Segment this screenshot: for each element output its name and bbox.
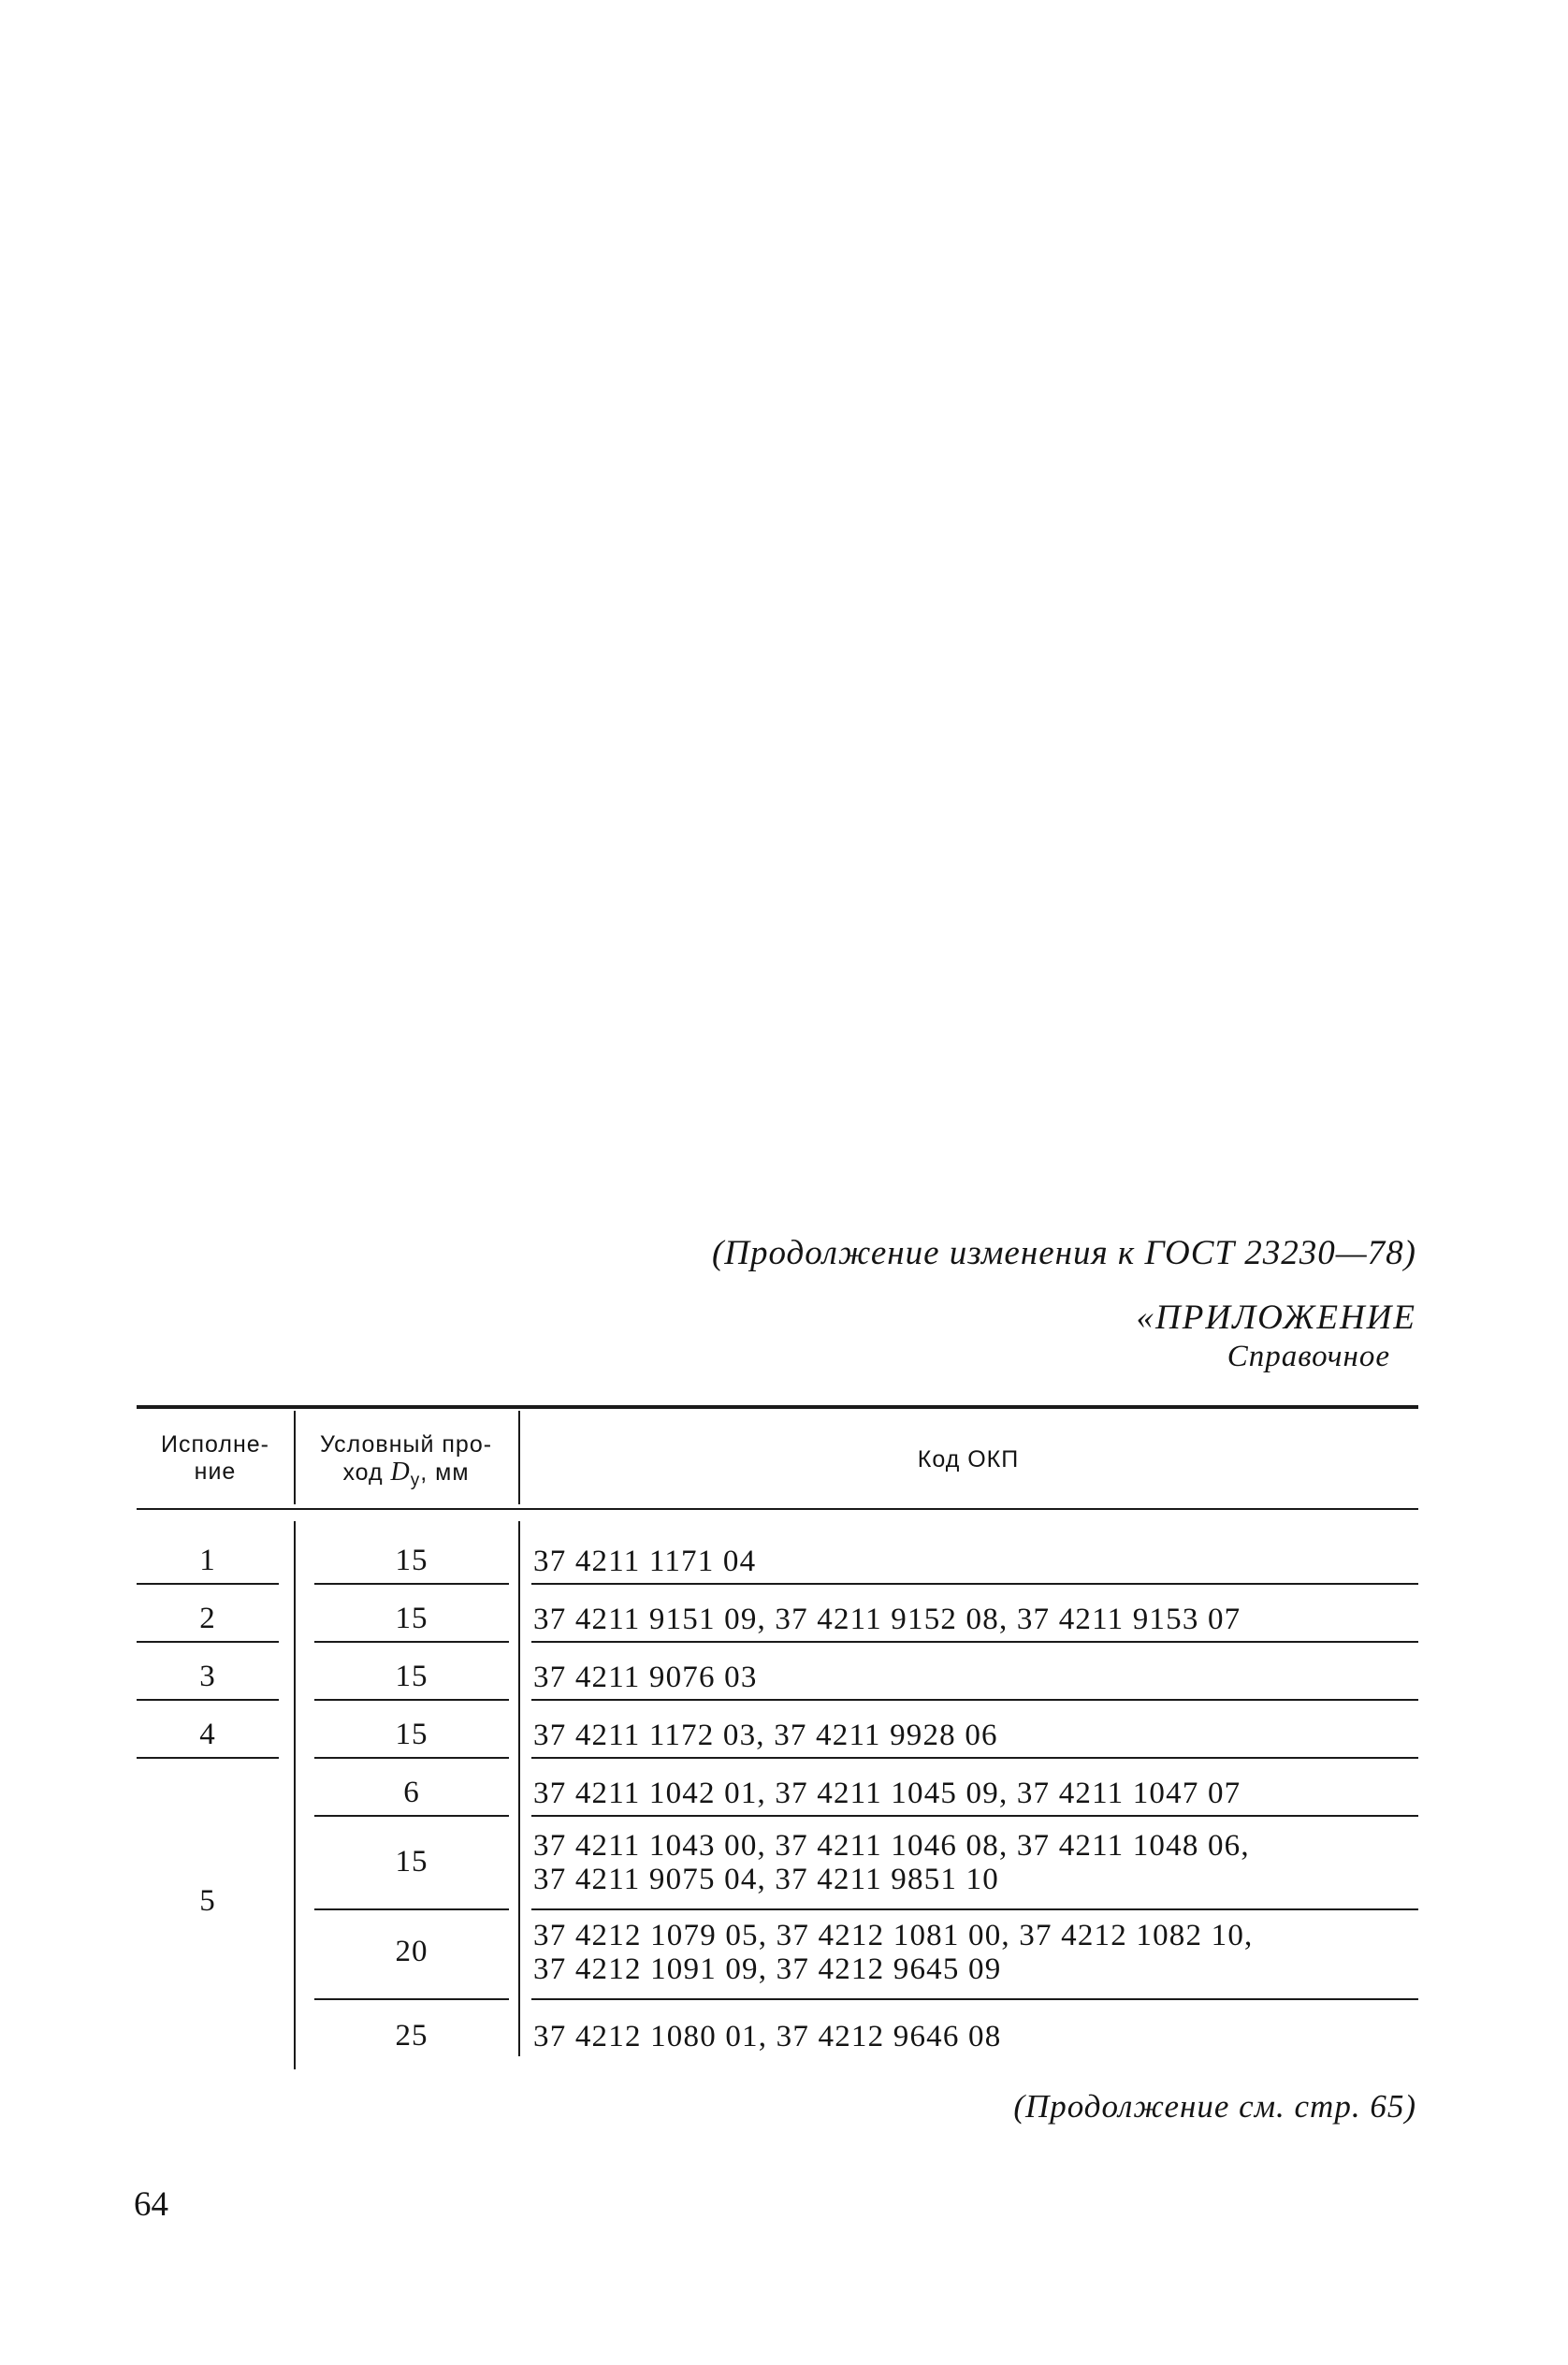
bore-cell: 15 — [395, 1845, 428, 1879]
okp-code-cell: 37 4211 1171 04 — [533, 1545, 757, 1578]
okp-code-table — [137, 1405, 1418, 2069]
header-execution: Исполне- ние — [161, 1431, 269, 1485]
bore-cell: 25 — [395, 2019, 428, 2053]
execution-cell: 4 — [199, 1718, 216, 1751]
okp-code-cell: 37 4211 9075 04, 37 4211 9851 10 — [533, 1863, 999, 1896]
page-number: 64 — [134, 2185, 168, 2224]
execution-cell: 3 — [199, 1660, 216, 1693]
bore-cell: 20 — [395, 1935, 428, 1968]
bore-cell: 15 — [395, 1544, 428, 1577]
okp-code-cell: 37 4211 1172 03, 37 4211 9928 06 — [533, 1719, 998, 1752]
bore-row-rule — [314, 1699, 509, 1701]
code-row-rule — [531, 1757, 1418, 1759]
code-row-rule — [531, 1583, 1418, 1585]
body-separator-1 — [294, 1521, 296, 2069]
appendix-title: «ПРИЛОЖЕНИЕ — [1136, 1299, 1416, 1337]
code-row-rule — [531, 1998, 1418, 2000]
continuation-header: (Продолжение изменения к ГОСТ 23230—78) — [711, 1234, 1416, 1272]
okp-code-cell: 37 4211 9076 03 — [533, 1661, 758, 1694]
bore-cell: 15 — [395, 1660, 428, 1693]
table-top-rule — [137, 1405, 1418, 1409]
exec-row-rule — [137, 1583, 279, 1585]
header-nominal-bore: Условный про- ход $D_у$, мм — [319, 1431, 493, 1490]
okp-code-cell: 37 4212 1091 09, 37 4212 9645 09 — [533, 1952, 1002, 1986]
okp-code-cell: 37 4211 9151 09, 37 4211 9152 08, 37 4211 9153 07 — [533, 1603, 1241, 1636]
bore-cell: 15 — [395, 1718, 428, 1751]
code-row-rule — [531, 1815, 1418, 1817]
bore-row-rule — [314, 1908, 509, 1910]
bore-cell: 15 — [395, 1602, 428, 1635]
execution-cell: 2 — [199, 1602, 216, 1635]
okp-code-cell: 37 4211 1042 01, 37 4211 1045 09, 37 4211 1047 07 — [533, 1777, 1241, 1810]
exec-row-rule — [137, 1757, 279, 1759]
exec-row-rule — [137, 1699, 279, 1701]
header-okp-code: Код ОКП — [917, 1446, 1020, 1473]
bore-row-rule — [314, 1757, 509, 1759]
code-row-rule — [531, 1641, 1418, 1643]
bore-row-rule — [314, 1641, 509, 1643]
execution-cell: 1 — [199, 1544, 216, 1577]
appendix-subtitle: Справочное — [1227, 1340, 1390, 1373]
code-row-rule — [531, 1699, 1418, 1701]
code-row-rule — [531, 1908, 1418, 1910]
exec-row-rule — [137, 1641, 279, 1643]
okp-code-cell: 37 4212 1079 05, 37 4212 1081 00, 37 4212 1082 10, — [533, 1919, 1254, 1952]
bore-row-rule — [314, 1583, 509, 1585]
bore-row-rule — [314, 1815, 509, 1817]
okp-code-cell: 37 4211 1043 00, 37 4211 1046 08, 37 4211 1048 06, — [533, 1829, 1250, 1863]
header-bottom-rule — [137, 1508, 1418, 1510]
execution-cell: 5 — [199, 1884, 216, 1918]
bore-cell: 6 — [403, 1776, 420, 1809]
footer-continuation: (Продолжение см. стр. 65) — [1013, 2088, 1416, 2125]
bore-row-rule — [314, 1998, 509, 2000]
okp-code-cell: 37 4212 1080 01, 37 4212 9646 08 — [533, 2020, 1002, 2053]
body-separator-2 — [518, 1521, 520, 2056]
